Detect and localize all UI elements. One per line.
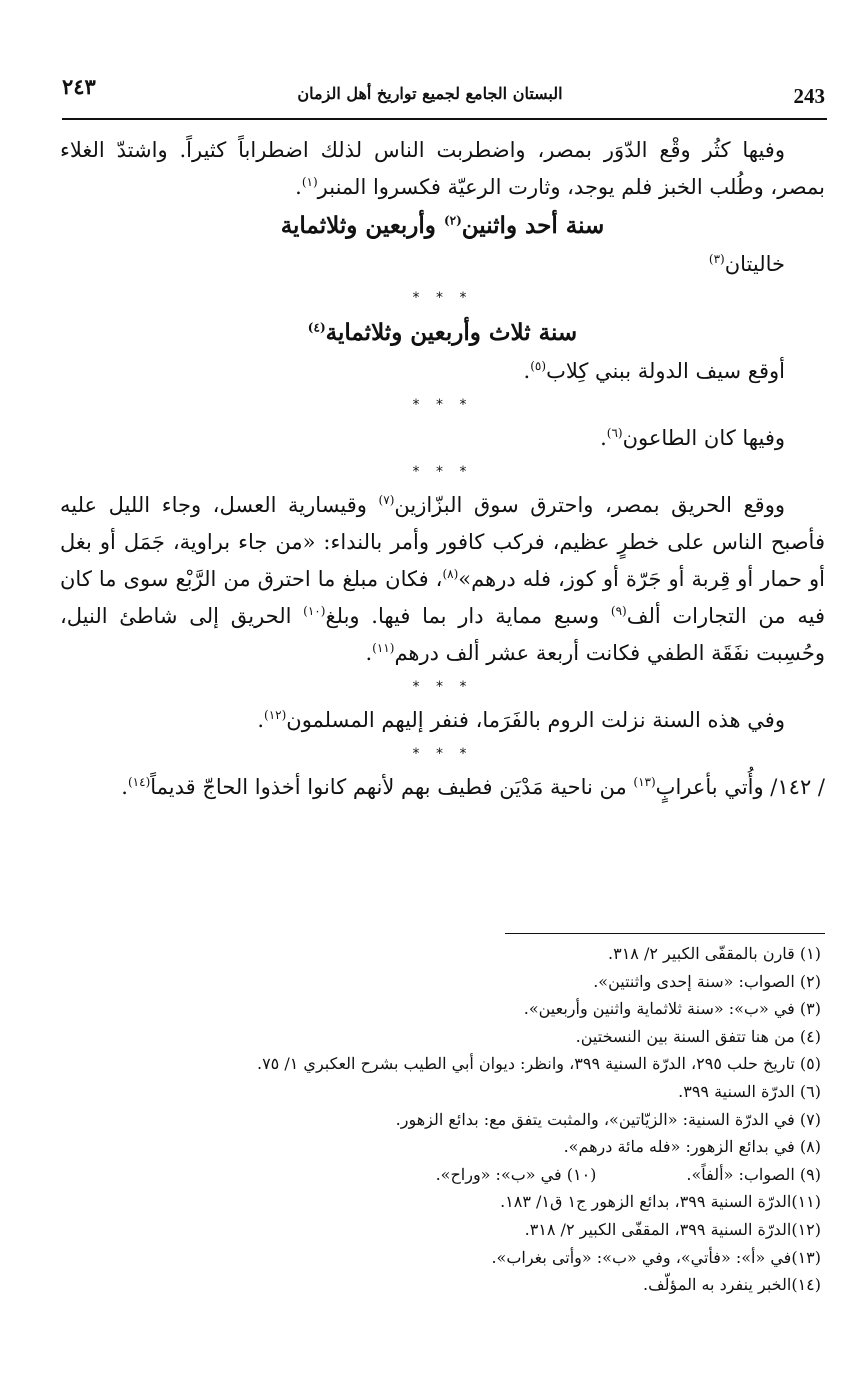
footnote-ref: (١٤) bbox=[127, 775, 151, 789]
main-text bbox=[60, 132, 825, 806]
footnote-ref: (٢) bbox=[443, 213, 462, 228]
footnote-12: (١٢)الدرّة السنية ٣٩٩، المقفّى الكبير ٢/ ٣١٨. bbox=[524, 1219, 821, 1239]
year-heading-343: سنة ثلاث وأربعين وثلاثماية$^{(٤)}$ bbox=[307, 319, 578, 346]
footnote-14: (١٤)الخبر ينفرد به المؤلّف. bbox=[643, 1275, 821, 1295]
footnote-6: (٦) الدرّة السنية ٣٩٩. bbox=[678, 1081, 821, 1101]
footnote-ref: (٤) bbox=[307, 320, 326, 335]
page-number-arabic: ٢٤٣ bbox=[62, 74, 96, 99]
footnote-7: (٧) في الدرّة السنية: «الزيّاتين»، والمثبت يتفق مع: بدائع الزهور. bbox=[395, 1109, 821, 1129]
running-title: البستان الجامع لجميع تواريخ أهل الزمان bbox=[297, 84, 563, 103]
footnote-11: (١١)الدرّة السنية ٣٩٩، بدائع الزهور ج١ ق١/ ١٨٣. bbox=[500, 1192, 821, 1212]
separator-stars: * * * bbox=[412, 679, 473, 695]
paragraph-5: ووقع الحريق بمصر، واحترق سوق البزّازين$^{(٧)}$ وقيسارية العسل، وجاء الليل عليه فأصبح الناس على خطرٍ عظيم، فركب كافور وأمر بالنداء: «من جاء براوية، جَمَل أو بغل أو حمار أو قِربة أو جَرّة أو كوز، فله درهم»$^{(٨)}$، فكان مبلغ ما احترق من الرَّبْع سوى ما كان فيه من التجارات ألف$^{(٩)}$ وسبع مماية دار بما فيها. وبلغ$^{(١٠)}$ الحريق إلى شاطئ النيل، وحُسِبت نفَقَة الطفي فكانت أربعة عشر ألف درهم$^{(١١)}$. bbox=[60, 493, 825, 665]
separator-stars: * * * bbox=[412, 397, 473, 413]
footnote-ref: (٨) bbox=[442, 567, 459, 581]
footnote-ref: (١٣) bbox=[633, 775, 656, 789]
footnote-rule bbox=[505, 933, 825, 934]
footnote-ref: (٣) bbox=[708, 252, 725, 266]
paragraph-1: وفيها كثُر وقْع الدّوَر بمصر، واضطربت الناس لذلك اضطراباً كثيراً. واشتدّ الغلاء بمصر، وطُلب الخبز فلم يوجد، وثارت الرعيّة فكسروا المنبر$^{(١)}$. bbox=[60, 138, 825, 199]
footnote-9: (٩) الصواب: «ألفاً». bbox=[686, 1164, 821, 1184]
page-number-latin: 243 bbox=[793, 84, 825, 108]
footnote-8: (٨) في بدائع الزهور: «فله مائة درهم». bbox=[563, 1137, 821, 1157]
paragraph-6: وفي هذه السنة نزلت الروم بالفَرَما، فنفر إليهم المسلمون$^{(١٢)}$. bbox=[257, 708, 785, 732]
header-rule bbox=[62, 118, 827, 120]
footnote-ref: (٥) bbox=[530, 359, 547, 373]
paragraph-7: / ١٤٢/ وأُتي بأعرابٍ$^{(١٣)}$ من ناحية مَدْيَن فطيف بهم لأنهم كانوا أخذوا الحاجّ قديماً$^{(١٤)}$. bbox=[121, 775, 825, 799]
footnote-ref: (٧) bbox=[378, 493, 395, 507]
footnote-ref: (١١) bbox=[372, 641, 395, 655]
separator-stars: * * * bbox=[412, 746, 473, 762]
separator-stars: * * * bbox=[412, 464, 473, 480]
footnote-1: (١) قارن بالمقفّى الكبير ٢/ ٣١٨. bbox=[608, 944, 821, 963]
footnote-13: (١٣)في «أ»: «فأتي»، وفي «ب»: «وأتى بغراب». bbox=[491, 1247, 821, 1267]
year-heading-341-342: سنة أحد واثنين$^{(٢)}$ وأربعين وثلاثماية bbox=[280, 212, 605, 239]
footnotes bbox=[60, 940, 821, 1299]
paragraph-4: وفيها كان الطاعون$^{(٦)}$. bbox=[600, 426, 785, 450]
footnote-ref: (١٢) bbox=[264, 708, 287, 722]
footnote-4: (٤) من هنا تتفق السنة بين النسختين. bbox=[575, 1026, 821, 1046]
footnote-ref: (٩) bbox=[610, 604, 627, 618]
paragraph-3: أوقع سيف الدولة ببني كِلاب$^{(٥)}$. bbox=[523, 359, 785, 383]
footnote-2: (٢) الصواب: «سنة إحدى واثنتين». bbox=[593, 971, 821, 991]
footnote-ref: (١) bbox=[301, 175, 318, 189]
footnote-9-10 bbox=[60, 1161, 821, 1189]
footnote-ref: (١٠) bbox=[303, 604, 326, 618]
footnote-3: (٣) في «ب»: «سنة ثلاثماية واثنين وأربعين». bbox=[523, 999, 821, 1019]
footnote-ref: (٦) bbox=[606, 426, 623, 440]
separator-stars: * * * bbox=[412, 290, 473, 306]
footnote-5: (٥) تاريخ حلب ٢٩٥، الدرّة السنية ٣٩٩، وانظر: ديوان أبي الطيب بشرح العكبري ١/ ٧٥. bbox=[256, 1054, 821, 1074]
paragraph-2: خاليتان$^{(٣)}$ bbox=[708, 252, 785, 276]
footnote-10: (١٠) في «ب»: «وراح». bbox=[435, 1164, 597, 1184]
